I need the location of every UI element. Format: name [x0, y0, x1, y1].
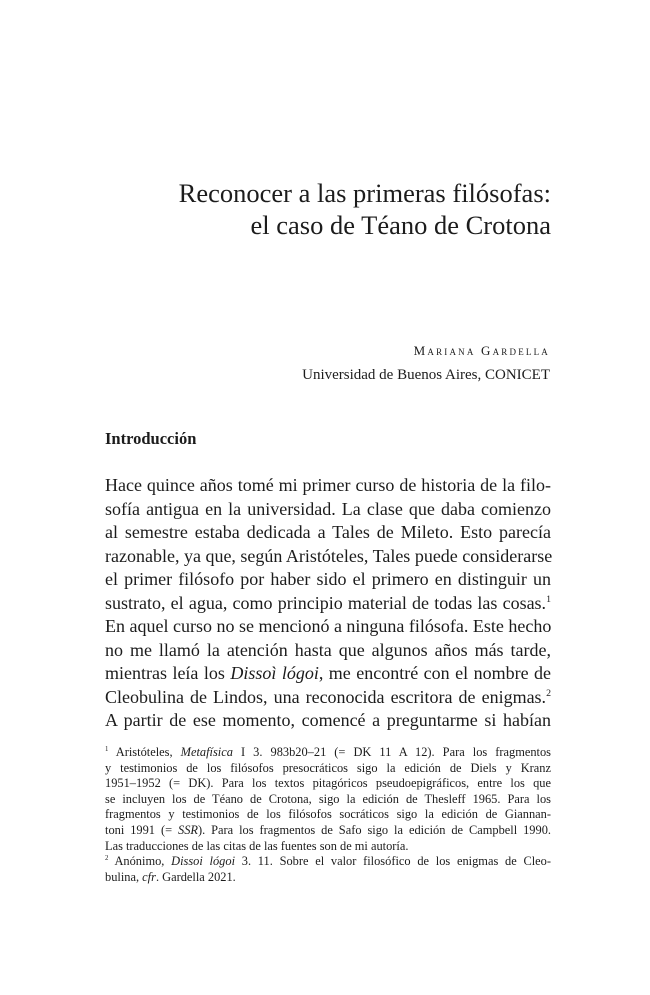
- footnote-line: bulina, cfr. Gardella 2021.: [105, 869, 236, 884]
- chapter-title-line-2: el caso de Téano de Crotona: [250, 210, 551, 240]
- footnote-line: Las traducciones de las citas de las fuentes son de mi autoría.: [105, 838, 409, 853]
- chapter-title: [105, 177, 551, 241]
- body-line: sustrato, el agua, como principio material de todas las cosas.$^1$: [105, 592, 551, 613]
- body-line: al semestre estaba dedicada a Tales de Mileto. Esto parecía: [105, 522, 551, 542]
- footnote-line: se incluyen los de Téano de Crotona, sigo la edición de Thesleff 1965. Para los: [105, 791, 551, 806]
- author-affiliation: Universidad de Buenos Aires, CONICET: [302, 367, 550, 383]
- body-line: sofía antigua en la universidad. La clase que daba comienzo: [105, 498, 551, 519]
- footnote-1: $^1$ Aristóteles, Metafísica I 3. 983b20–21 (= DK 11 A 12). Para los fragmentos: [105, 745, 551, 759]
- body-paragraph: [105, 474, 551, 733]
- footnote-line: toni 1991 (= SSR). Para los fragmentos de Safo sigo la edición de Campbell 1990.: [105, 822, 551, 837]
- body-line: Cleobulina de Lindos, una reconocida escritora de enigmas.$^2$: [105, 686, 551, 707]
- author-name: Mariana Gardella: [413, 343, 550, 358]
- body-line: razonable, ya que, según Aristóteles, Tales puede considerarse: [105, 545, 553, 566]
- footnote-line: y testimonios de los filósofos presocráticos sigo la edición de Diels y Kranz: [105, 760, 551, 775]
- footnote-ref-2[interactable]: 2: [546, 687, 551, 699]
- body-line: el primer filósofo por haber sido el primero en distinguir un: [105, 569, 551, 589]
- footnote-2: $^2$ Anónimo, Dissoi lógoi 3. 11. Sobre el valor filosófico de los enigmas de Cleo-: [105, 854, 551, 869]
- body-line: no me llamó la atención hasta que algunos años más tarde,: [105, 639, 551, 660]
- footnote-ref-1[interactable]: 1: [546, 593, 551, 605]
- body-line: A partir de ese momento, comencé a preguntarme si habían: [105, 710, 551, 730]
- body-line: mientras leía los Dissoì lógoi, me encontré con el nombre de: [105, 663, 552, 683]
- chapter-title-line-1: Reconocer a las primeras filósofas:: [178, 178, 551, 208]
- section-heading: Introducción: [105, 429, 197, 448]
- work-title: Dissoì lógoi: [230, 663, 319, 683]
- body-line: En aquel curso no se mencionó a ninguna filósofa. Este hecho: [105, 616, 552, 636]
- footnotes: [105, 745, 551, 885]
- body-line: Hace quince años tomé mi primer curso de historia de la filo-: [105, 475, 551, 495]
- footnote-line: 1951–1952 (= DK). Para los textos pitagóricos pseudoepigráficos, entre los que: [105, 776, 551, 791]
- footnote-line: fragmentos y testimonios de los filósofos socráticos sigo la edición de Giannan-: [105, 807, 551, 822]
